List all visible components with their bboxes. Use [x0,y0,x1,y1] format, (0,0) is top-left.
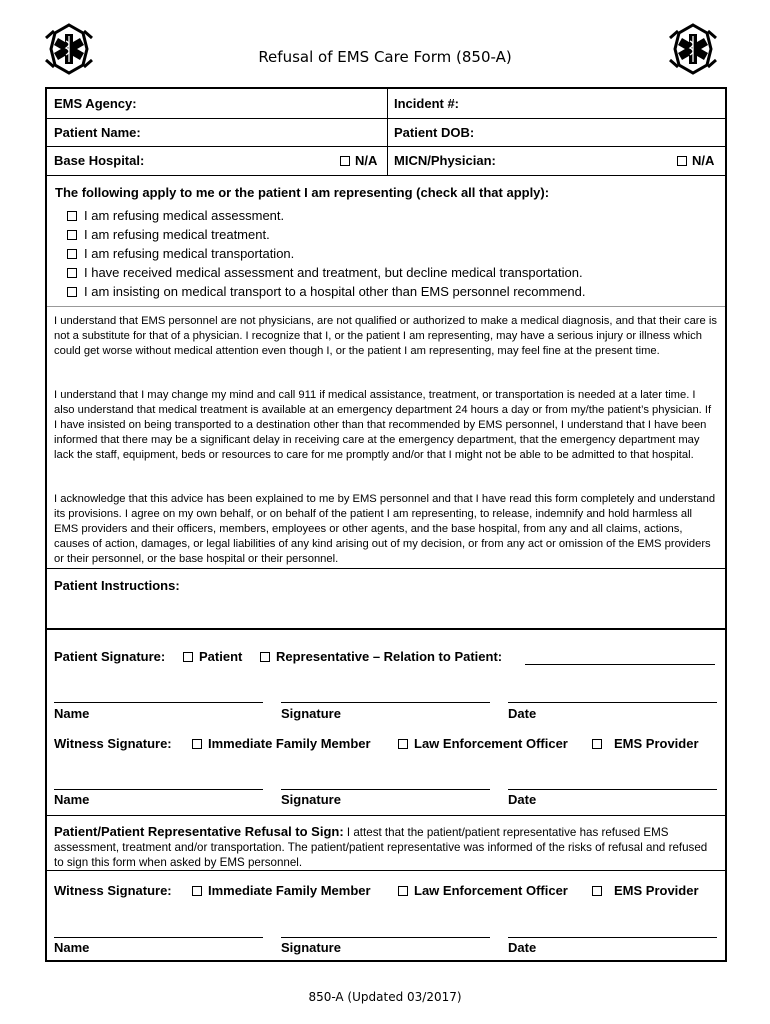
representative-option: Representative – Relation to Patient: [260,649,502,664]
option-checkbox[interactable] [67,287,77,297]
footer-version: 850-A (Updated 03/2017) [308,990,462,1004]
ems-agency-field[interactable]: EMS Agency: [54,96,137,111]
name-line[interactable] [54,789,263,790]
divider [47,568,725,569]
micn-na-checkbox[interactable] [677,156,687,166]
option-decline-transport: I have received medical assessment and treatment, but decline medical transportation. [67,265,583,280]
relation-line[interactable] [525,664,715,665]
witness-signature-label: Witness Signature: [54,736,172,751]
na-label: N/A [692,153,715,168]
refusal-to-sign-heading: Patient/Patient Representative Refusal to Sign: [54,824,344,839]
divider [47,815,725,816]
witness-ems-option-2: EMS Provider [592,883,699,898]
witness-family-option: Immediate Family Member [192,736,371,751]
name-label: Name [54,792,90,807]
signature-line[interactable] [281,702,490,703]
base-hospital-na [340,153,377,168]
row-hospital-micn [47,146,725,176]
representative-checkbox[interactable] [260,652,270,662]
option-insist-other-hospital: I am insisting on medical transport to a hospital other than EMS personnel recommend. [67,284,585,299]
divider [47,870,725,871]
signature-label: Signature [281,792,341,807]
signature-line[interactable] [281,789,490,790]
refusal-to-sign-text: Patient/Patient Representative Refusal to Sign: I attest that the patient/patient representative has refused EMS assessment, treatment and/or transportation. The patient/patient representative was informed of the risks of refusal and refused to sign this form when asked by EMS personnel. [54,824,708,869]
law-checkbox[interactable] [398,886,408,896]
date-label: Date [508,706,537,721]
name-label: Name [54,706,90,721]
apply-heading: The following apply to me or the patient I am representing (check all that apply): [55,185,550,200]
patient-name-field[interactable]: Patient Name: [54,124,141,140]
na-label: N/A [355,153,378,168]
row-agency-incident [47,89,725,119]
option-checkbox[interactable] [67,249,77,259]
option-refuse-assessment: I am refusing medical assessment. [67,208,284,223]
patient-dob-field[interactable]: Patient DOB: [394,124,475,140]
disclaimer-paragraph-1: I understand that EMS personnel are not physicians, are not qualified or authorized to make a medical diagnosis, and that their care is not a substitute for that of a physician. I recognize that I, or the patient I am representing, may have a serious injury or illness which could get worse without medical attention even though I, or the patient I am representing, may feel fine at the present time. [54,315,717,357]
row-patient-name-dob [47,118,725,147]
witness-signature-label-2: Witness Signature: [54,883,172,898]
form-title: Refusal of EMS Care Form (850-A) [258,48,512,66]
option-checkbox[interactable] [67,230,77,240]
name-line[interactable] [54,702,263,703]
refusal-form [45,87,727,962]
micn-na [677,153,714,168]
signature-line[interactable] [281,937,490,938]
date-line[interactable] [508,702,717,703]
option-checkbox[interactable] [67,211,77,221]
witness-family-option-2: Immediate Family Member [192,883,371,898]
patient-checkbox[interactable] [183,652,193,662]
divider [47,306,725,307]
patient-signature-label: Patient Signature: [54,649,166,664]
witness-law-option-2: Law Enforcement Officer [398,883,568,898]
micn-physician-field[interactable]: MICN/Physician: [394,153,496,168]
family-checkbox[interactable] [192,886,202,896]
signature-label: Signature [281,940,341,955]
date-line[interactable] [508,937,717,938]
option-refuse-treatment: I am refusing medical treatment. [67,227,270,242]
divider [47,628,725,630]
ems-checkbox[interactable] [592,886,602,896]
patient-instructions-label: Patient Instructions: [54,578,180,593]
date-line[interactable] [508,789,717,790]
date-label: Date [508,792,537,807]
disclaimer-paragraph-3: I acknowledge that this advice has been explained to me by EMS personnel and that I have read this form completely and understand its provisions. I agree on my own behalf, or on behalf of the patient I am representing, to release, indemnify and hold harmless all EMS providers and their officers, members, employees or other agents, and the base hospital, from any and all claims, actions, causes of action, damages, or legal liabilities of any kind arising out of my decision, or from any act or omission of the EMS providers or their personnel, or the base hospital or their personnel. [54,493,716,565]
name-line[interactable] [54,937,263,938]
option-checkbox[interactable] [67,268,77,278]
patient-option: Patient [183,649,242,664]
name-label: Name [54,940,90,955]
signature-label: Signature [281,706,341,721]
incident-number-field[interactable]: Incident #: [394,96,460,111]
base-hospital-field[interactable]: Base Hospital: [54,153,145,168]
witness-ems-option: EMS Provider [592,736,699,751]
witness-law-option: Law Enforcement Officer [398,736,568,751]
date-label: Date [508,940,537,955]
option-refuse-transportation: I am refusing medical transportation. [67,246,294,261]
disclaimer-paragraph-2: I understand that I may change my mind and call 911 if medical assistance, treatment, or transportation is needed at a later time. I also understand that medical treatment is available at an emergency department 24 hours a day or from my/the patient’s physician. If I have insisted on being transported to a destination other than that recommended by EMS personnel, I understand that I have been informed that there may be a significant delay in receiving care at the emergency department, that the emergency department may lack the staff, equipment, beds or resources to care for me promptly and/or that I might not be able to be admitted to that hospital. [54,389,712,461]
law-checkbox[interactable] [398,739,408,749]
ems-checkbox[interactable] [592,739,602,749]
family-checkbox[interactable] [192,739,202,749]
base-hospital-na-checkbox[interactable] [340,156,350,166]
